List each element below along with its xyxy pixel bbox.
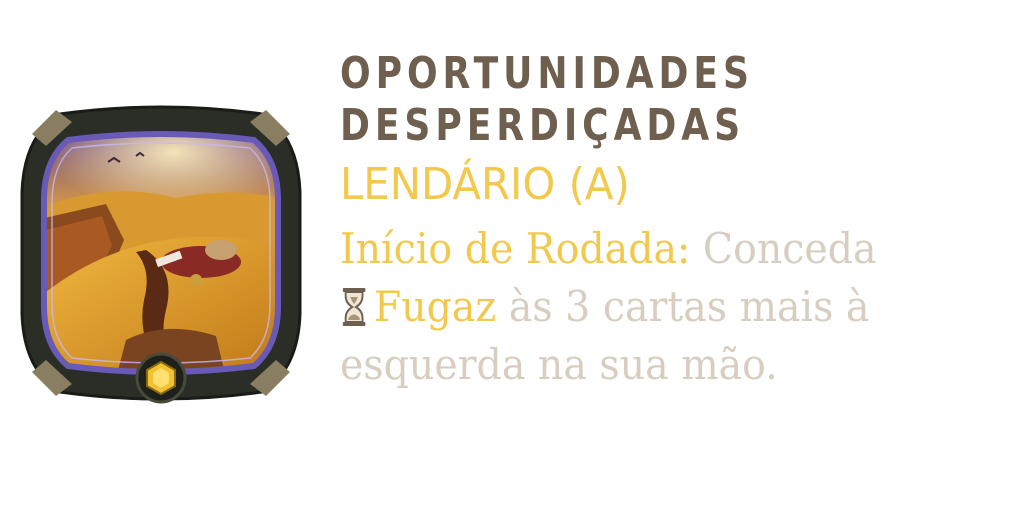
card-text [340, 48, 1010, 394]
gem-icon [137, 354, 185, 402]
description-text-3: esquerda na sua mão. [340, 340, 778, 389]
card-title [340, 48, 889, 152]
fugaz-keyword: Fugaz [373, 282, 497, 331]
card-art-illustration [16, 100, 306, 406]
description-text-1: Conceda [702, 224, 877, 273]
description-text-2: às 3 cartas mais à [508, 282, 870, 331]
card-title-line-1: OPORTUNIDADES [340, 48, 754, 99]
card-art [16, 100, 306, 406]
hourglass-icon [340, 287, 368, 327]
card-rarity: LENDÁRIO (A) [340, 159, 630, 210]
trigger-keyword: Início de Rodada: [340, 224, 691, 273]
card-title-line-2: DESPERDIÇADAS [340, 100, 746, 151]
card-description [340, 220, 1007, 394]
